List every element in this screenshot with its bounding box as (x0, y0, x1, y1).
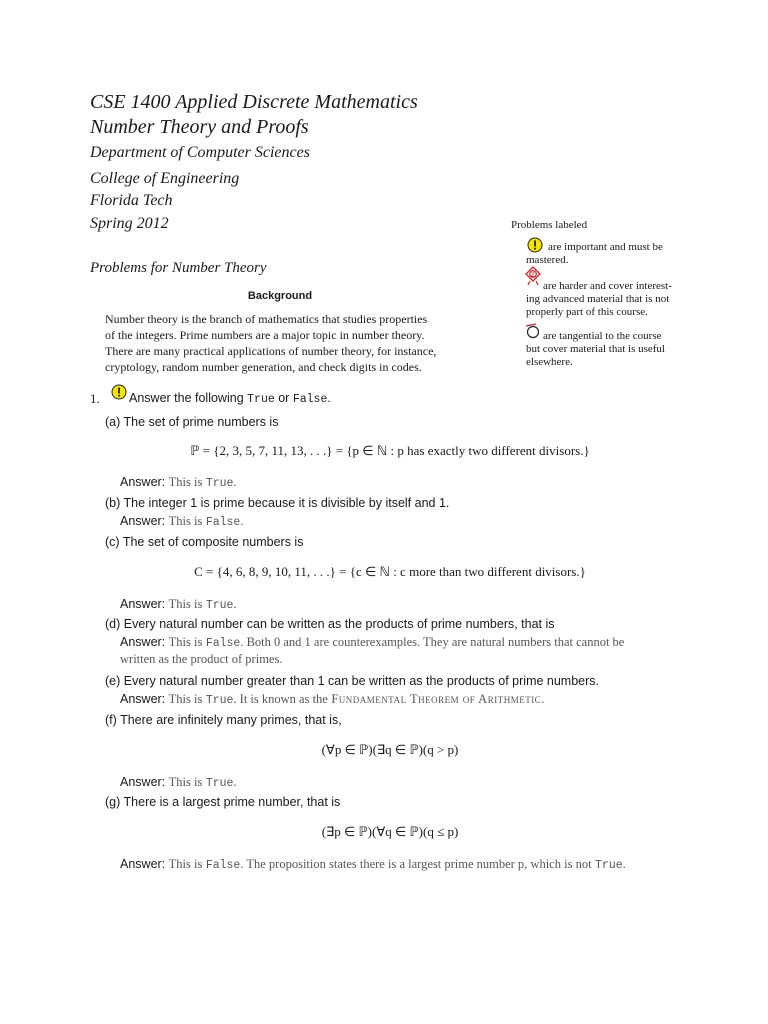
answer-label: Answer: (120, 475, 166, 489)
answer-value-true: True (595, 859, 623, 872)
answer-value: True (205, 777, 234, 790)
answer-label: Answer: (120, 692, 166, 706)
problem-intro-or: or (278, 391, 290, 405)
answer-label: Answer: (120, 597, 166, 611)
item-d-label: (d) (105, 617, 121, 631)
answer-this-is: This is (168, 635, 203, 649)
brain-icon (525, 266, 541, 290)
answer-this-is: This is (168, 857, 203, 871)
answer-value: False (205, 516, 241, 529)
answer-value: True (205, 599, 234, 612)
item-f-label: (f) (105, 713, 117, 727)
term: Spring 2012 (90, 215, 169, 232)
college: College of Engineering (90, 170, 240, 187)
legend-harder-line-2: ing advanced material that is not (526, 293, 670, 305)
item-g-end: . (622, 857, 626, 871)
answer-label: Answer: (120, 857, 166, 871)
problem-warning-icon (111, 384, 127, 404)
item-d (105, 616, 555, 632)
item-g-math: (∃p ∈ ℙ)(∀q ∈ ℙ)(q ≤ p) (321, 824, 459, 839)
tangent-icon (525, 323, 541, 343)
problem-intro-false: False (292, 393, 328, 406)
item-c-text: The set of composite numbers is (122, 535, 304, 549)
item-c (105, 534, 303, 550)
item-a (105, 414, 278, 430)
legend-heading: Problems labeled (511, 219, 588, 231)
theorem-name: Fundamental Theorem of Arithmetic (331, 692, 542, 706)
item-a-label: (a) (105, 415, 121, 429)
problem-intro-true: True (247, 393, 275, 406)
item-c-label: (c) (105, 535, 120, 549)
legend-harder-line-1: are harder and cover interest- (543, 280, 672, 292)
item-g-label: (g) (105, 795, 121, 809)
item-b (105, 495, 449, 511)
answer-value: True (205, 694, 234, 707)
legend-harder-line-3: properly part of this course. (526, 306, 648, 318)
answer-label: Answer: (120, 775, 166, 789)
problem-number: 1. (90, 391, 100, 406)
problem-intro-text: Answer the following (129, 391, 244, 405)
background-line-3: There are many practical applications of number theory, for instance, (105, 344, 437, 358)
problem-intro (129, 390, 331, 408)
background-line-4: cryptology, random number generation, and check digits in codes. (105, 360, 422, 374)
answer-this-is: This is (168, 514, 203, 528)
answer-value: True (205, 477, 234, 490)
item-d-answer-line-2: written as the product of primes. (120, 652, 283, 666)
section-title: Problems for Number Theory (90, 260, 267, 276)
item-e-label: (e) (105, 674, 121, 688)
item-f-math: (∀p ∈ ℙ)(∃q ∈ ℙ)(q > p) (321, 742, 459, 757)
answer-value: False (205, 637, 241, 650)
item-e-answer-rest: . It is known as the (233, 692, 328, 706)
item-d-answer (120, 634, 690, 652)
item-d-text: Every natural number can be written as the products of prime numbers, that is (123, 617, 555, 631)
item-d-answer-rest: . Both 0 and 1 are counterexamples. They are natural numbers that cannot be (240, 635, 625, 649)
item-e-answer (120, 691, 544, 709)
item-b-answer: Answer: This is False. (120, 514, 244, 529)
answer-this-is: This is (168, 692, 203, 706)
item-f-text: There are infinitely many primes, that is, (120, 713, 342, 727)
item-b-label: (b) (105, 496, 121, 510)
item-c-answer: Answer: This is True. (120, 597, 237, 612)
legend-tangent-line-1: are tangential to the course (543, 330, 662, 342)
answer-label: Answer: (120, 514, 166, 528)
answer-value: False (205, 859, 241, 872)
legend-important-line-1: are important and must be (548, 241, 663, 253)
answer-this-is: This is (168, 597, 203, 611)
item-a-math: ℙ = {2, 3, 5, 7, 11, 13, . . .} = {p ∈ ℕ : p has exactly two different divisors.} (190, 443, 590, 458)
background-line-1: Number theory is the branch of mathematics that studies properties (105, 312, 428, 326)
item-g-text: There is a largest prime number, that is (123, 795, 341, 809)
item-f (105, 712, 342, 728)
item-c-math: C = {4, 6, 8, 9, 10, 11, . . .} = {c ∈ ℕ : c more than two different divisors.} (194, 564, 586, 579)
course-title: CSE 1400 Applied Discrete Mathematics (90, 91, 418, 113)
document-subtitle: Number Theory and Proofs (90, 116, 309, 138)
item-e-text: Every natural number greater than 1 can be written as the products of prime numbers. (123, 674, 600, 688)
background-heading: Background (247, 290, 313, 302)
item-g-answer-rest: . The proposition states there is a largest prime number p, which is not (240, 857, 592, 871)
item-e-end: . (541, 692, 545, 706)
legend-important-line-2: mastered. (526, 254, 569, 266)
item-f-answer: Answer: This is True. (120, 775, 237, 790)
item-g (105, 794, 340, 810)
item-e (105, 673, 599, 689)
item-b-text: The integer 1 is prime because it is divisible by itself and 1. (123, 496, 450, 510)
item-g-answer (120, 856, 626, 874)
legend-tangent-line-3: elsewhere. (526, 356, 573, 368)
school: Florida Tech (90, 192, 173, 209)
answer-this-is: This is (168, 775, 203, 789)
answer-label: Answer: (120, 635, 166, 649)
item-a-text: The set of prime numbers is (123, 415, 279, 429)
legend-tangent-line-2: but cover material that is useful (526, 343, 665, 355)
department: Department of Computer Sciences (90, 144, 310, 161)
item-a-answer: Answer: This is True. (120, 475, 237, 490)
background-line-2: of the integers. Prime numbers are a major topic in number theory. (105, 328, 425, 342)
svg-text:z: z (531, 270, 535, 279)
problem-intro-end: . (327, 391, 331, 405)
answer-this-is: This is (168, 475, 203, 489)
